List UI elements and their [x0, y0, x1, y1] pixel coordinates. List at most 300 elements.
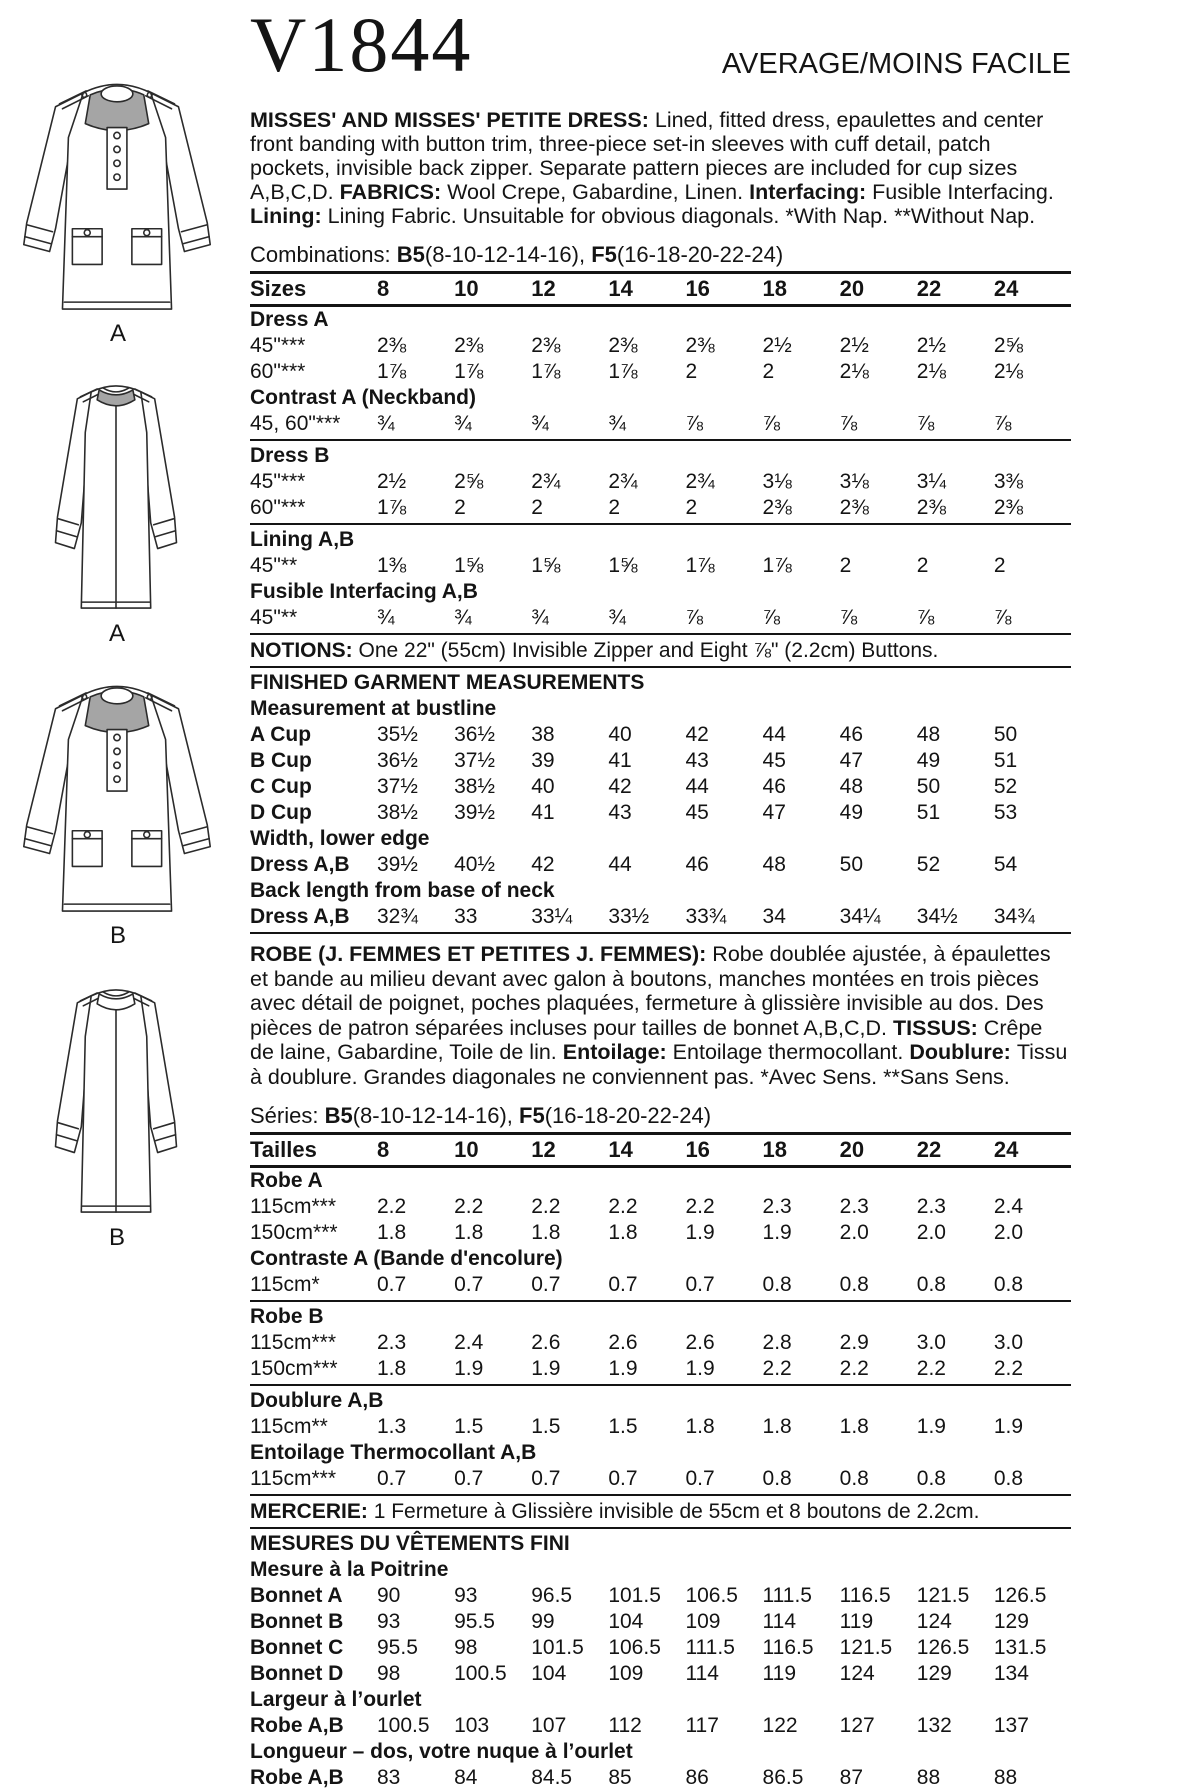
cell-value: ¾	[608, 412, 626, 435]
cell-value: 103	[454, 1714, 490, 1737]
cell-value: 2⅛	[839, 360, 869, 383]
cell-value: 0.8	[839, 1273, 869, 1296]
cell-value: 101.5	[608, 1584, 661, 1607]
view-label: A	[109, 320, 126, 347]
table-row	[250, 1220, 1071, 1246]
table-row	[250, 1414, 1071, 1440]
cell-value: 2	[531, 496, 543, 519]
row-label: 45, 60"***	[250, 412, 341, 435]
cell-value: 2.2	[762, 1357, 792, 1380]
cell-value: 137	[993, 1714, 1029, 1737]
yardage-table-imperial	[250, 271, 1071, 934]
cell-value: 1.9	[454, 1357, 484, 1380]
cell-value: 1.9	[993, 1415, 1024, 1438]
cell-value: 114	[762, 1610, 797, 1633]
cell-value: 2⅜	[916, 496, 946, 519]
cell-value: 95.5	[377, 1636, 418, 1659]
cell-value: 121.5	[839, 1636, 893, 1659]
cell-value: 45	[762, 749, 786, 772]
row-label: 60"***	[250, 360, 306, 383]
text-segment: Lining Fabric. Unsuitable for obvious diagonals. *With Nap. **Without Nap.	[327, 204, 1036, 228]
table-header-size: 16	[685, 1137, 710, 1162]
table-row	[250, 1661, 1071, 1687]
cell-value: 2⅜	[685, 334, 715, 357]
dress-view-b-back	[40, 982, 194, 1252]
cell-value: 1.5	[454, 1415, 484, 1438]
cell-value: 53	[993, 801, 1018, 824]
cell-value: ¾	[454, 606, 472, 629]
view-label: B	[108, 1224, 125, 1251]
cell-value: 3¼	[916, 470, 946, 493]
cell-value: 1⅞	[377, 360, 407, 383]
table-row	[250, 1609, 1071, 1635]
cell-value: 2	[916, 554, 929, 577]
cell-value: 86.5	[762, 1766, 804, 1789]
cell-value: 36½	[454, 723, 495, 746]
cell-value: 2⅜	[993, 496, 1024, 519]
cell-value: 1.8	[377, 1357, 407, 1380]
table-rule	[250, 633, 1071, 635]
cell-value: 134	[993, 1662, 1029, 1685]
cell-value: 0.8	[916, 1467, 946, 1490]
cell-value: 1⅜	[377, 554, 407, 577]
row-label: 45"**	[250, 554, 298, 577]
cell-value: ¾	[531, 412, 549, 435]
cell-value: 2.3	[916, 1195, 946, 1218]
table-row	[250, 748, 1071, 774]
table-row	[250, 1194, 1071, 1220]
table-header-size: 24	[993, 276, 1019, 301]
table-header-size: 18	[762, 1137, 788, 1162]
cell-value: 2⅜	[839, 496, 869, 519]
yardage-table-metric	[250, 1132, 1071, 1791]
cell-value: 119	[762, 1662, 797, 1685]
row-label: Dress A,B	[250, 905, 350, 928]
text-segment: (8-10-12-14-16),	[352, 1103, 520, 1128]
cell-value: ⅞	[685, 606, 703, 629]
table-rule	[250, 1384, 1071, 1386]
cell-value: 33¾	[685, 905, 727, 928]
table-section-label: Fusible Interfacing A,B	[250, 580, 478, 603]
row-label: Bonnet A	[250, 1584, 343, 1607]
cell-value: 2½	[839, 334, 869, 357]
table-row	[250, 904, 1071, 930]
cell-value: ⅞	[839, 412, 858, 435]
table-row	[250, 1272, 1071, 1298]
table-row	[250, 605, 1071, 631]
combinations-line	[250, 242, 1071, 271]
cell-value: 2.3	[377, 1331, 407, 1354]
dress-front-a-drawing	[2, 78, 232, 316]
cell-value: 40½	[454, 853, 495, 876]
row-label: Bonnet B	[250, 1610, 344, 1633]
cell-value: 2.0	[916, 1221, 946, 1244]
table-section-label: Doublure A,B	[250, 1389, 384, 1412]
cell-value: 1.5	[608, 1415, 638, 1438]
cell-value: 1.9	[531, 1357, 561, 1380]
row-label: 45"***	[250, 334, 306, 357]
cell-value: 33	[454, 905, 478, 928]
cell-value: 2¾	[608, 470, 638, 493]
cell-value: 93	[454, 1584, 478, 1607]
cell-value: 116.5	[762, 1636, 814, 1659]
text-segment: One 22" (55cm) Invisible Zipper and Eight ⅞" (2.2cm) Buttons.	[358, 639, 939, 662]
text-segment: Lined, fitted dress, epaulettes and center front banding with button trim, three-piece set-in sleeves with cuff detail, patch pockets, invisible back zipper. Separate pattern pieces are included for cup sizes A,B,C,D.	[250, 108, 1044, 204]
cell-value: 2.2	[531, 1195, 561, 1218]
difficulty-level: AVERAGE/MOINS FACILE	[721, 48, 1071, 80]
table-rule	[250, 666, 1071, 668]
cell-value: 109	[608, 1662, 644, 1685]
cell-value: 2.6	[608, 1331, 638, 1354]
dress-back-b-drawing	[40, 982, 192, 1220]
table-note	[250, 637, 1071, 664]
row-label: 150cm***	[250, 1221, 338, 1244]
table-section-label: Largeur à l’ourlet	[250, 1688, 422, 1711]
table-rule	[250, 932, 1071, 934]
cell-value: 2.6	[531, 1331, 561, 1354]
cell-value: 2.0	[993, 1221, 1024, 1244]
cell-value: 2.2	[916, 1357, 946, 1380]
cell-value: ¾	[454, 412, 472, 435]
dress-back-a-drawing	[40, 378, 192, 616]
cell-value: 1.5	[531, 1415, 561, 1438]
cell-value: 34	[762, 905, 786, 928]
table-header-size: 8	[377, 1137, 390, 1162]
view-label: A	[108, 620, 125, 647]
cell-value: 0.7	[685, 1273, 715, 1296]
cell-value: 1⅞	[377, 496, 407, 519]
cell-value: 111.5	[762, 1584, 812, 1607]
table-row	[250, 333, 1071, 359]
text-segment: FABRICS:	[339, 180, 448, 204]
row-label: 60"***	[250, 496, 306, 519]
cell-value: 88	[993, 1766, 1018, 1789]
table-section-label: Back length from base of neck	[250, 879, 555, 902]
text-segment: Entoilage:	[562, 1040, 673, 1064]
cell-value: 84	[454, 1766, 478, 1789]
pattern-number: V1844	[250, 1, 473, 88]
table-header-size: 22	[916, 276, 942, 301]
cell-value: 2.3	[839, 1195, 869, 1218]
cell-value: 2	[454, 496, 466, 519]
cell-value: 1.3	[377, 1415, 407, 1438]
cell-value: 129	[916, 1662, 952, 1685]
text-segment: (16-18-20-22-24)	[616, 242, 784, 267]
text-segment: Crêpe de laine, Gabardine, Toile de lin.	[250, 1015, 1043, 1064]
cell-value: 47	[762, 801, 786, 824]
cell-value: 50	[916, 775, 941, 798]
cell-value: ¾	[531, 606, 549, 629]
cell-value: 42	[531, 853, 555, 876]
dress-view-a-back	[40, 378, 194, 648]
text-segment: TISSUS:	[893, 1015, 984, 1040]
cell-value: ⅞	[916, 412, 935, 435]
table-rule	[250, 523, 1071, 525]
table-section-label: Mesure à la Poitrine	[250, 1558, 449, 1581]
cell-value: ⅞	[839, 606, 858, 629]
row-label: Robe A,B	[250, 1766, 344, 1789]
table-section-label: FINISHED GARMENT MEASUREMENTS	[250, 671, 645, 694]
cell-value: 100.5	[377, 1714, 430, 1737]
table-row	[250, 411, 1071, 437]
cell-value: 42	[685, 723, 709, 746]
text-segment: Robe doublée ajustée, à épaulettes et bande au milieu devant avec galon à boutons, manches montées en trois pièces avec détail de poignet, poches plaquées, fermeture à glissière invisible au dos. Des pièces de patron séparées incluses pour tailles de bonnet A,B,C,D.	[250, 942, 1051, 1040]
cell-value: 2½	[762, 334, 792, 357]
cell-value: 38½	[377, 801, 418, 824]
text-segment: F5	[591, 242, 617, 267]
table-row	[250, 1330, 1071, 1356]
cell-value: 1.8	[454, 1221, 484, 1244]
cell-value: 3⅛	[762, 470, 792, 493]
cell-value: 48	[762, 853, 786, 876]
table-section-label: Contraste A (Bande d'encolure)	[250, 1247, 563, 1270]
cell-value: 3⅛	[839, 470, 869, 493]
cell-value: ⅞	[993, 606, 1012, 629]
table-header-size: 14	[608, 1137, 633, 1162]
text-segment: Interfacing:	[749, 180, 873, 204]
cell-value: ⅞	[685, 412, 703, 435]
cell-value: 39½	[377, 853, 418, 876]
cell-value: ⅞	[993, 412, 1012, 435]
cell-value: ⅞	[762, 412, 781, 435]
table-row	[250, 774, 1071, 800]
table-row	[250, 359, 1071, 385]
table-note	[250, 1498, 1071, 1525]
cell-value: 1⅞	[608, 360, 638, 383]
cell-value: 44	[762, 723, 786, 746]
row-label: Bonnet C	[250, 1636, 344, 1659]
cell-value: 33½	[608, 905, 650, 928]
table-header-size: 10	[454, 1137, 479, 1162]
cell-value: 48	[839, 775, 864, 798]
description-english	[250, 108, 1071, 228]
cell-value: 51	[916, 801, 941, 824]
cell-value: 46	[762, 775, 786, 798]
table-header-size: 22	[916, 1137, 942, 1162]
table-header-size: 24	[993, 1137, 1019, 1162]
cell-value: 0.8	[839, 1467, 869, 1490]
cell-value: 37½	[377, 775, 418, 798]
text-segment: (8-10-12-14-16),	[424, 242, 592, 267]
cell-value: 86	[685, 1766, 709, 1789]
cell-value: 1.8	[531, 1221, 561, 1244]
text-segment: NOTIONS:	[250, 639, 359, 662]
row-label: 115cm***	[250, 1467, 336, 1490]
text-segment: F5	[519, 1103, 545, 1128]
cell-value: 2.2	[454, 1195, 484, 1218]
text-segment: Doublure:	[909, 1040, 1017, 1064]
cell-value: 0.7	[454, 1273, 484, 1296]
row-label: 115cm**	[250, 1415, 328, 1438]
cell-value: 2.4	[993, 1195, 1024, 1218]
cell-value: 51	[993, 749, 1018, 772]
row-label: 150cm***	[250, 1357, 338, 1380]
cell-value: 104	[608, 1610, 644, 1633]
cell-value: 39	[531, 749, 555, 772]
table-row	[250, 1583, 1071, 1609]
table-header-row	[250, 1132, 1071, 1168]
cell-value: 126.5	[916, 1636, 970, 1659]
text-segment: ROBE (J. FEMMES ET PETITES J. FEMMES):	[250, 942, 713, 966]
cell-value: 2½	[377, 470, 407, 493]
cell-value: 124	[839, 1662, 875, 1685]
cell-value: 34¾	[993, 905, 1035, 928]
cell-value: 0.7	[608, 1273, 638, 1296]
cell-value: 33¼	[531, 905, 573, 928]
cell-value: 1.9	[608, 1357, 638, 1380]
cell-value: 121.5	[916, 1584, 970, 1607]
cell-value: 39½	[454, 801, 495, 824]
text-segment: (16-18-20-22-24)	[544, 1103, 712, 1128]
row-label: 45"**	[250, 606, 298, 629]
cell-value: 38	[531, 723, 555, 746]
dress-view-b-front	[2, 680, 234, 950]
cell-value: 41	[531, 801, 555, 824]
cell-value: 0.8	[762, 1467, 792, 1490]
cell-value: 98	[377, 1662, 401, 1685]
cell-value: 52	[916, 853, 941, 876]
table-header-size: 12	[531, 276, 556, 301]
cell-value: 2⅜	[454, 334, 484, 357]
cell-value: 96.5	[531, 1584, 573, 1607]
cell-value: 88	[916, 1766, 941, 1789]
table-row	[250, 1466, 1071, 1492]
table-row	[250, 1765, 1071, 1791]
cell-value: 1.8	[377, 1221, 407, 1244]
cell-value: 87	[839, 1766, 864, 1789]
cell-value: 1.8	[839, 1415, 869, 1438]
table-header-size: 10	[454, 276, 479, 301]
cell-value: 2.6	[685, 1331, 715, 1354]
cell-value: 0.7	[531, 1467, 561, 1490]
table-rule	[250, 1494, 1071, 1496]
cell-value: 2⅜	[608, 334, 638, 357]
cell-value: 2	[993, 554, 1006, 577]
cell-value: 104	[531, 1662, 567, 1685]
cell-value: 43	[608, 801, 632, 824]
description-french	[250, 942, 1071, 1089]
cell-value: 129	[993, 1610, 1029, 1633]
cell-value: 0.8	[993, 1467, 1024, 1490]
cell-value: ¾	[377, 606, 395, 629]
table-section-label: Dress B	[250, 444, 330, 467]
row-label: D Cup	[250, 801, 312, 824]
text-segment: Combinations:	[250, 242, 397, 267]
cell-value: 2	[685, 496, 698, 519]
cell-value: 1⅞	[454, 360, 484, 383]
cell-value: ¾	[377, 412, 395, 435]
text-segment: 1 Fermeture à Glissière invisible de 55cm et 8 boutons de 2.2cm.	[373, 1500, 980, 1523]
cell-value: 95.5	[454, 1610, 495, 1633]
row-label: 115cm***	[250, 1331, 336, 1354]
table-row	[250, 1713, 1071, 1739]
cell-value: ¾	[608, 606, 626, 629]
cell-value: 2.3	[762, 1195, 792, 1218]
cell-value: 101.5	[531, 1636, 584, 1659]
cell-value: 1⅞	[531, 360, 561, 383]
cell-value: 2.2	[377, 1195, 407, 1218]
cell-value: 1.9	[685, 1357, 715, 1380]
cell-value: 2.2	[839, 1357, 869, 1380]
cell-value: 2.2	[608, 1195, 638, 1218]
cell-value: 111.5	[685, 1636, 735, 1659]
cell-value: 44	[685, 775, 709, 798]
table-row	[250, 800, 1071, 826]
view-label: B	[109, 922, 126, 949]
table-header-size: 12	[531, 1137, 556, 1162]
table-row	[250, 1356, 1071, 1382]
cell-value: 49	[916, 749, 941, 772]
cell-value: 0.8	[762, 1273, 792, 1296]
cell-value: 109	[685, 1610, 721, 1633]
text-segment: Tissu à doublure. Grandes diagonales ne conviennent pas. *Avec Sens. **Sans Sens.	[250, 1040, 1068, 1089]
cell-value: 47	[839, 749, 864, 772]
cell-value: 2.2	[993, 1357, 1024, 1380]
cell-value: 2	[685, 360, 698, 383]
cell-value: 84.5	[531, 1766, 573, 1789]
cell-value: 1⅝	[608, 554, 638, 577]
table-section-label: Robe A	[250, 1169, 323, 1192]
cell-value: 2⅛	[916, 360, 946, 383]
table-header-label: Sizes	[250, 276, 307, 301]
cell-value: 1⅞	[762, 554, 792, 577]
table-section-label: Lining A,B	[250, 528, 355, 551]
dress-view-a-front	[2, 78, 234, 348]
cell-value: ⅞	[916, 606, 935, 629]
cell-value: 54	[993, 853, 1018, 876]
cell-value: 0.7	[608, 1467, 638, 1490]
cell-value: 90	[377, 1584, 401, 1607]
garment-views-column	[0, 0, 250, 1739]
cell-value: 83	[377, 1766, 401, 1789]
text-segment: B5	[396, 242, 425, 267]
row-label: C Cup	[250, 775, 312, 798]
cell-value: 2.4	[454, 1331, 484, 1354]
table-section-label: Dress A	[250, 308, 329, 331]
cell-value: ⅞	[762, 606, 781, 629]
cell-value: 48	[916, 723, 941, 746]
cell-value: 2⅜	[377, 334, 407, 357]
table-row	[250, 469, 1071, 495]
cell-value: 107	[531, 1714, 567, 1737]
series-line	[250, 1103, 1071, 1132]
row-label: B Cup	[250, 749, 312, 772]
table-row	[250, 553, 1071, 579]
cell-value: 124	[916, 1610, 952, 1633]
cell-value: 117	[685, 1714, 719, 1737]
cell-value: 34¼	[839, 905, 881, 928]
cell-value: 3.0	[993, 1331, 1024, 1354]
cell-value: 106.5	[685, 1584, 738, 1607]
cell-value: 2	[839, 554, 852, 577]
cell-value: 32¾	[377, 905, 418, 928]
table-section-label: Robe B	[250, 1305, 324, 1328]
cell-value: 98	[454, 1636, 478, 1659]
text-segment: Séries:	[250, 1103, 325, 1128]
cell-value: 0.7	[377, 1467, 407, 1490]
cell-value: 114	[685, 1662, 719, 1685]
cell-value: 37½	[454, 749, 495, 772]
cell-value: 116.5	[839, 1584, 891, 1607]
cell-value: 1⅝	[531, 554, 561, 577]
cell-value: 35½	[377, 723, 418, 746]
cell-value: 2⅜	[762, 496, 792, 519]
row-label: 115cm***	[250, 1195, 336, 1218]
table-section-label: Width, lower edge	[250, 827, 430, 850]
cell-value: 36½	[377, 749, 418, 772]
text-segment: MISSES' AND MISSES' PETITE DRESS:	[250, 108, 655, 132]
cell-value: 3⅜	[993, 470, 1024, 493]
